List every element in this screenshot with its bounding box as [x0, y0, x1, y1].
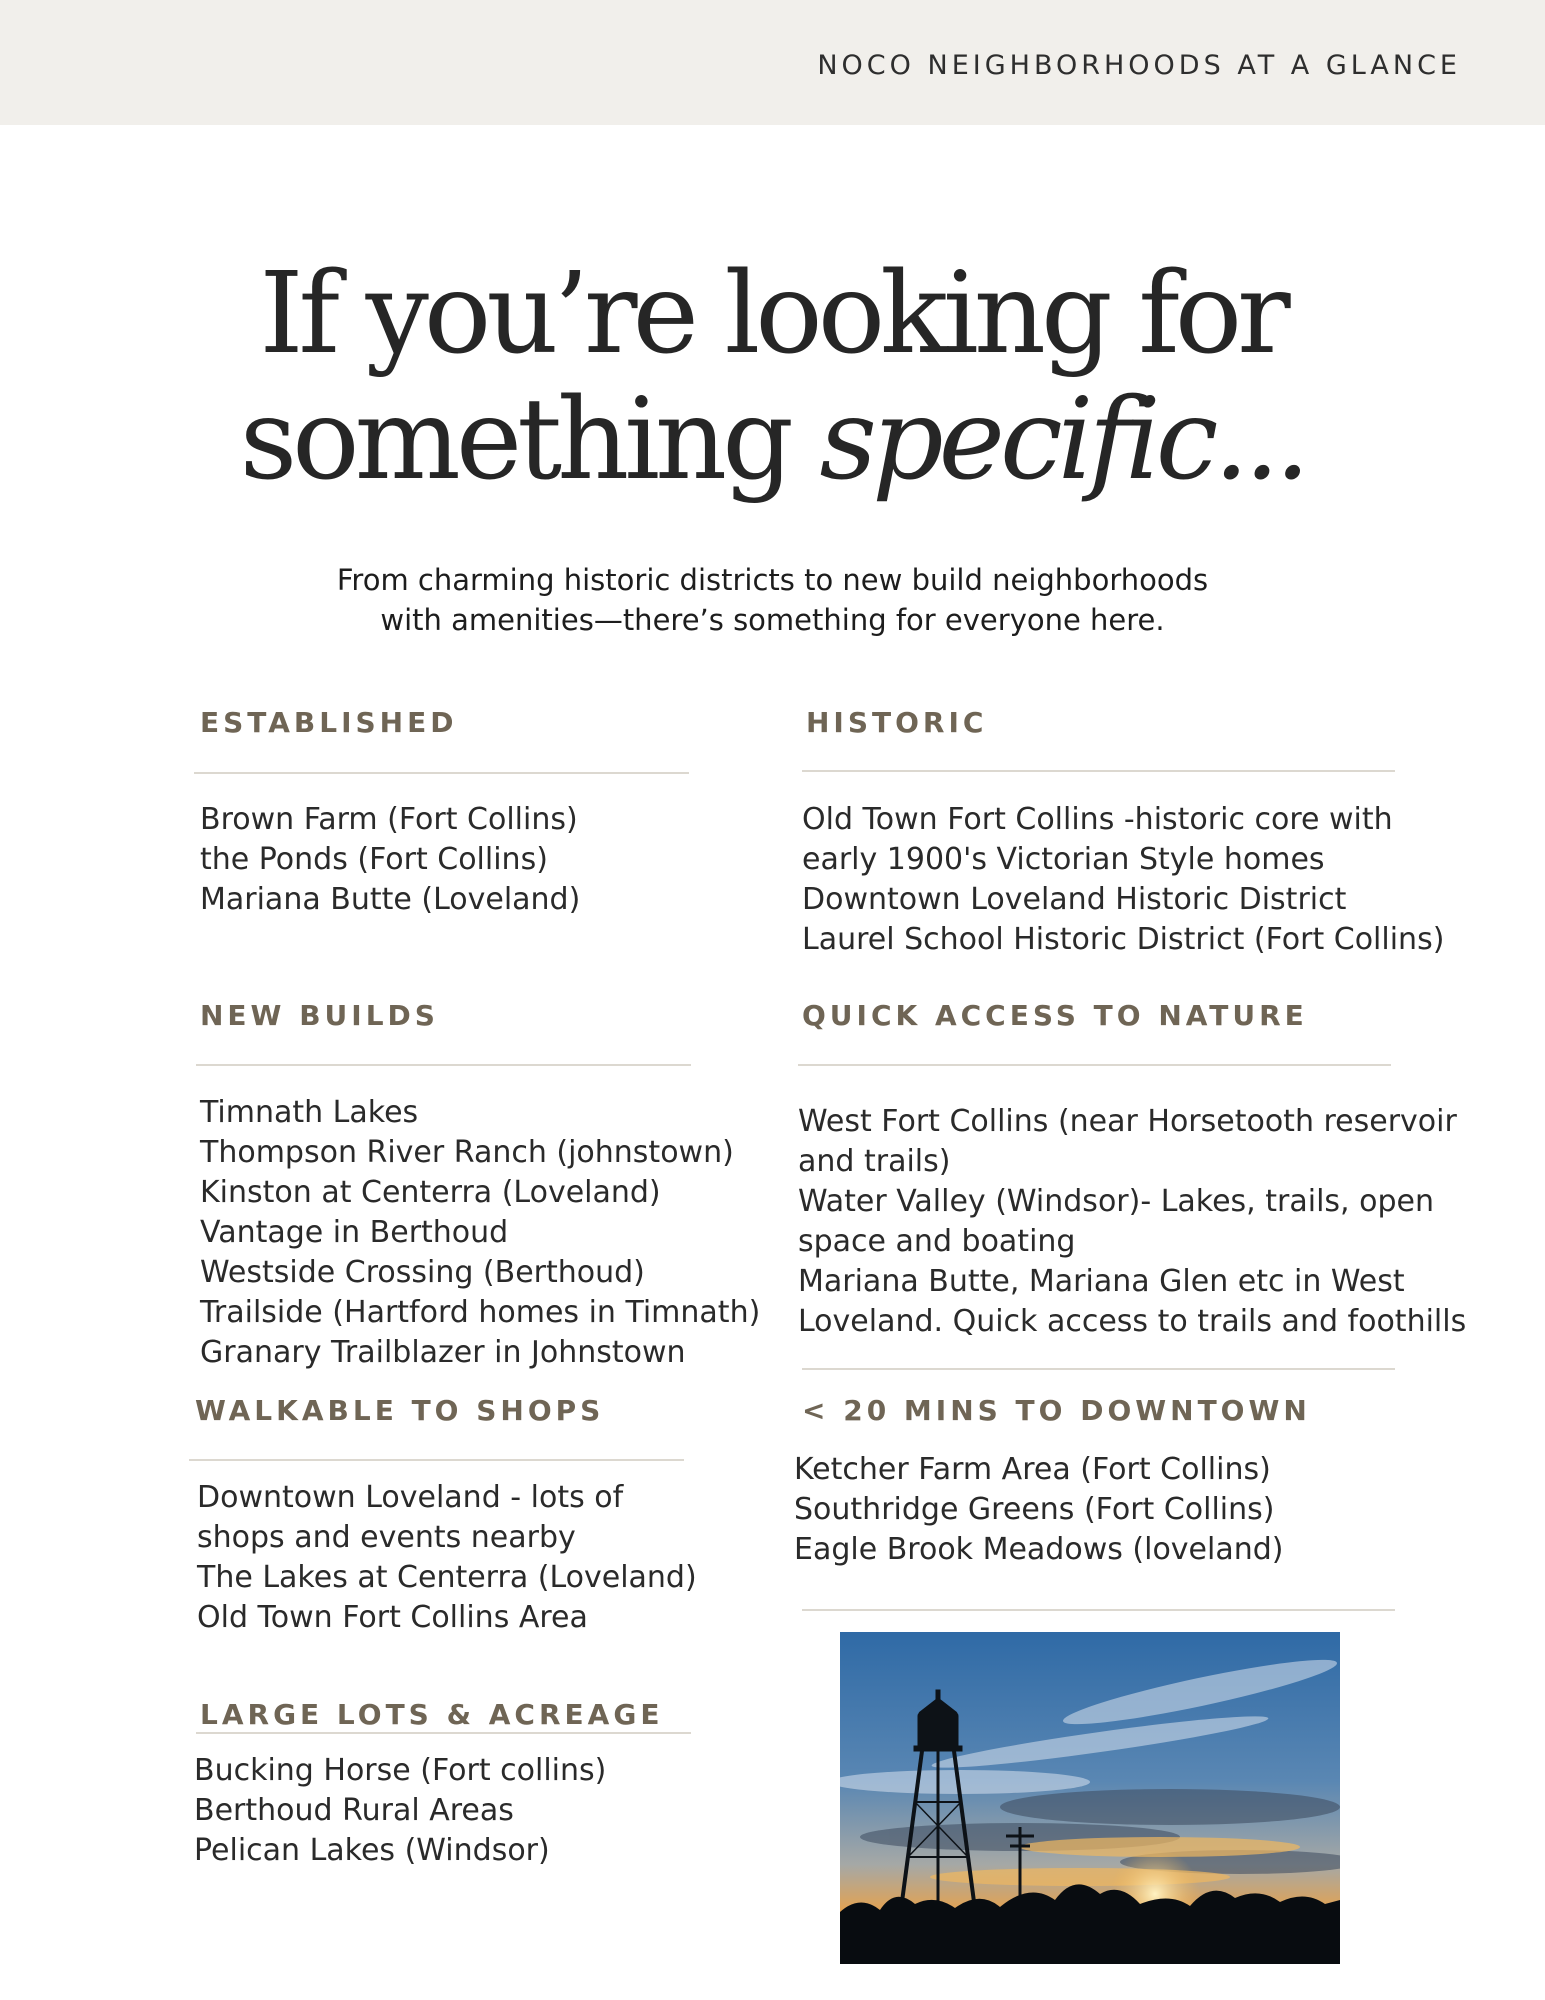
list-acreage: [194, 1751, 606, 1871]
list-new-builds: [200, 1093, 760, 1373]
list-item: West Fort Collins (near Horsetooth reservoir: [798, 1104, 1457, 1139]
list-item: Downtown Loveland - lots of: [197, 1480, 624, 1515]
list-downtown: [794, 1450, 1284, 1570]
section-title-walkable: WALKABLE TO SHOPS: [195, 1394, 605, 1427]
list-item: Trailside (Hartford homes in Timnath): [200, 1295, 761, 1330]
section-title-nature: QUICK ACCESS TO NATURE: [802, 999, 1308, 1032]
list-item: Brown Farm (Fort Collins): [200, 802, 578, 837]
list-item: Old Town Fort Collins Area: [197, 1600, 588, 1635]
headline-plain: something: [239, 375, 820, 505]
headline-line-1: If you’re looking for: [259, 249, 1286, 379]
section-title-acreage: LARGE LOTS & ACREAGE: [200, 1698, 664, 1731]
list-item: Mariana Butte (Loveland): [200, 882, 581, 917]
list-item: early 1900's Victorian Style homes: [802, 842, 1325, 877]
list-item: and trails): [798, 1144, 951, 1179]
header-title: NOCO NEIGHBORHOODS AT A GLANCE: [817, 50, 1461, 81]
headline-line-2: [0, 375, 1545, 505]
list-item: Laurel School Historic District (Fort Collins): [802, 922, 1445, 957]
list-item: Ketcher Farm Area (Fort Collins): [794, 1452, 1271, 1487]
list-item: The Lakes at Centerra (Loveland): [197, 1560, 697, 1595]
divider: [196, 1732, 691, 1734]
divider: [802, 770, 1395, 772]
divider: [194, 772, 689, 774]
list-item: Berthoud Rural Areas: [194, 1793, 514, 1828]
section-title-historic: HISTORIC: [806, 706, 988, 739]
list-historic: [802, 800, 1444, 960]
list-item: Mariana Butte, Mariana Glen etc in West: [798, 1264, 1405, 1299]
divider: [798, 1064, 1391, 1066]
list-item: Westside Crossing (Berthoud): [200, 1255, 645, 1290]
list-item: Loveland. Quick access to trails and foothills: [798, 1304, 1467, 1339]
list-nature: [798, 1102, 1466, 1342]
list-item: Pelican Lakes (Windsor): [194, 1833, 550, 1868]
intro-line-2: with amenities—there’s something for everyone here.: [380, 603, 1165, 637]
list-walkable: [197, 1478, 697, 1638]
divider: [189, 1459, 684, 1461]
list-item: Old Town Fort Collins -historic core with: [802, 802, 1393, 837]
photo-illustration: [840, 1632, 1340, 1964]
water-tower-sunset-photo: [840, 1632, 1340, 1964]
divider: [802, 1368, 1395, 1370]
intro-line-1: From charming historic districts to new build neighborhoods: [336, 563, 1209, 597]
list-item: Kinston at Centerra (Loveland): [200, 1175, 661, 1210]
header-bar: [0, 0, 1545, 125]
list-item: Bucking Horse (Fort collins): [194, 1753, 607, 1788]
list-established: [200, 800, 580, 920]
list-item: Granary Trailblazer in Johnstown: [200, 1335, 686, 1370]
divider: [196, 1064, 691, 1066]
headline-italic: specific...: [819, 375, 1306, 505]
list-item: Downtown Loveland Historic District: [802, 882, 1347, 917]
list-item: Thompson River Ranch (johnstown): [200, 1135, 734, 1170]
list-item: Timnath Lakes: [200, 1095, 419, 1130]
section-title-downtown: < 20 MINS TO DOWNTOWN: [802, 1394, 1311, 1427]
list-item: space and boating: [798, 1224, 1076, 1259]
list-item: Eagle Brook Meadows (loveland): [794, 1532, 1284, 1567]
list-item: Water Valley (Windsor)- Lakes, trails, open: [798, 1184, 1434, 1219]
list-item: Vantage in Berthoud: [200, 1215, 509, 1250]
divider: [802, 1609, 1395, 1611]
list-item: shops and events nearby: [197, 1520, 576, 1555]
section-title-established: ESTABLISHED: [200, 706, 458, 739]
list-item: Southridge Greens (Fort Collins): [794, 1492, 1275, 1527]
section-title-new-builds: NEW BUILDS: [200, 999, 439, 1032]
list-item: the Ponds (Fort Collins): [200, 842, 548, 877]
